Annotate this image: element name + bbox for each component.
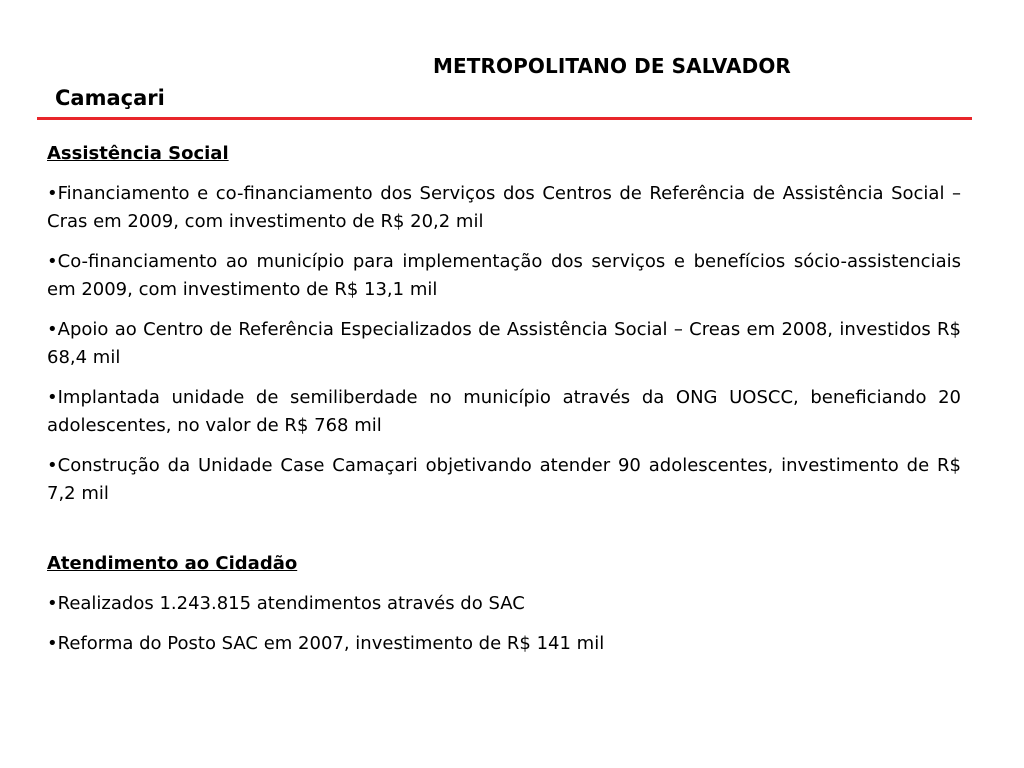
list-item: [47, 452, 961, 508]
list-item: [47, 248, 961, 304]
section-heading-assistencia-social: Assistência Social: [47, 143, 229, 164]
slide-subtitle: Camaçari: [55, 86, 165, 110]
list-item: [47, 590, 961, 618]
list-item-text: Reforma do Posto SAC em 2007, investimento de R$ 141 mil: [57, 633, 605, 654]
list-item: [47, 384, 961, 440]
bullet-icon: •: [47, 319, 58, 340]
list-item-text: Realizados 1.243.815 atendimentos através do SAC: [57, 593, 525, 614]
bullet-icon: •: [47, 183, 58, 204]
list-item-text: Apoio ao Centro de Referência Especializados de Assistência Social – Creas em 2008, investidos R$ 68,4 mil: [47, 319, 961, 368]
list-item-text: Implantada unidade de semiliberdade no município através da ONG UOSCC, beneficiando 20 adolescentes, no valor de R$ 768 mil: [47, 387, 961, 436]
slide-content: [47, 140, 961, 670]
section-spacer: [47, 520, 961, 550]
list-item-text: Co-financiamento ao município para implementação dos serviços e benefícios sócio-assistenciais em 2009, com investimento de R$ 13,1 mil: [47, 251, 961, 300]
bullet-icon: •: [47, 387, 58, 408]
bullet-icon: •: [47, 593, 58, 614]
list-item: [47, 630, 961, 658]
header-divider: [37, 117, 972, 120]
bullet-icon: •: [47, 251, 58, 272]
section-heading-atendimento-ao-cidadao: Atendimento ao Cidadão: [47, 553, 298, 574]
slide-title: METROPOLITANO DE SALVADOR: [433, 54, 791, 78]
bullet-icon: •: [47, 455, 58, 476]
list-item-text: Construção da Unidade Case Camaçari objetivando atender 90 adolescentes, investimento de R$ 7,2 mil: [47, 455, 961, 504]
list-item: [47, 180, 961, 236]
list-item-text: Financiamento e co-financiamento dos Serviços dos Centros de Referência de Assistência Social – Cras em 2009, com investimento de R$ 20,2 mil: [47, 183, 961, 232]
bullet-icon: •: [47, 633, 58, 654]
list-item: [47, 316, 961, 372]
